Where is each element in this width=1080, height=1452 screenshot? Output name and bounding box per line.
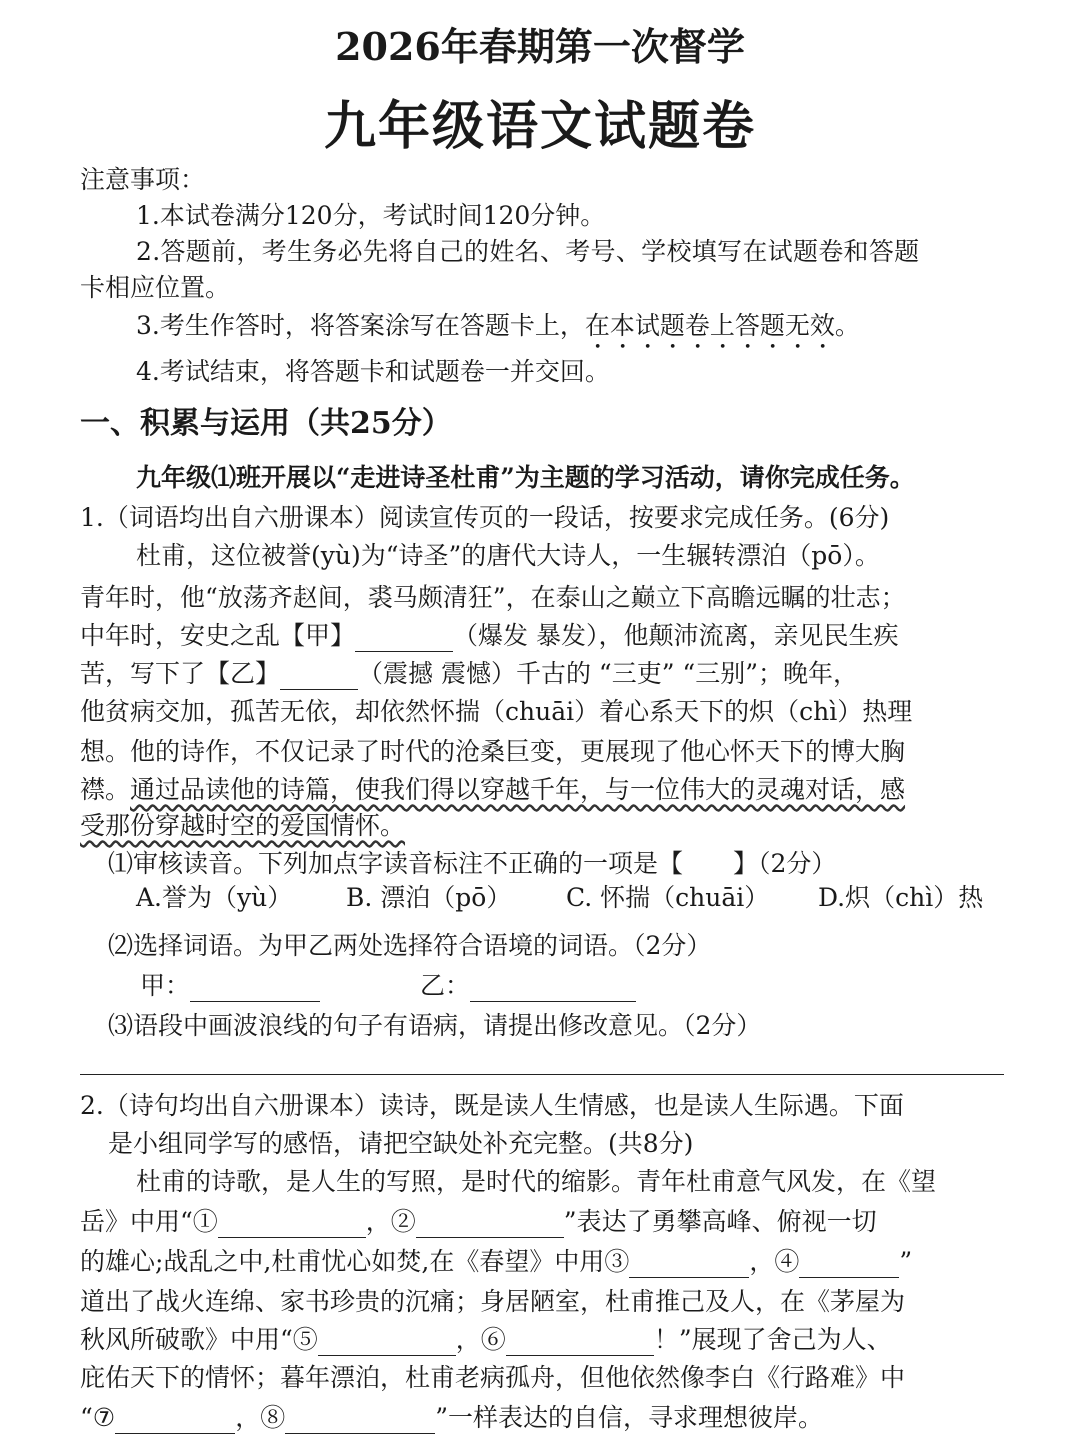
- q2-stem: 2.（诗句均出自六册课本）读诗，既是读人生情感，也是读人生际遇。下面: [80, 1091, 904, 1120]
- notice-item-4: 4.考试结束，将答题卡和试题卷一并交回。: [136, 357, 610, 386]
- answer-jia: 甲：: [140, 970, 320, 1002]
- answer-line[interactable]: [80, 1074, 1004, 1075]
- blank-4[interactable]: [799, 1251, 899, 1278]
- blank-2[interactable]: [416, 1211, 564, 1238]
- q1-stem: 1.（词语均出自六册课本）阅读宣传页的一段话，按要求完成任务。(6分): [80, 503, 890, 532]
- q2-text-line: “⑦ ，⑧ ”一样表达的自信，寻求理想彼岸。: [80, 1403, 824, 1432]
- q1-passage-line: 青年时，他“放荡齐赵间，裘马颇清狂”，在泰山之巅立下高瞻远瞩的壮志；: [80, 583, 906, 612]
- exam-subtitle: 2026年春期第一次督学: [335, 24, 745, 69]
- q1-sub1: ⑴审核读音。下列加点字读音标注不正确的一项是【 】（2分）: [108, 849, 837, 878]
- emphasized-text: 在本试题卷上答题无效: [584, 311, 835, 340]
- notice-item-1: 1.本试卷满分120分，考试时间120分钟。: [136, 201, 606, 230]
- answer-blank-yi[interactable]: [470, 975, 636, 1002]
- option-d[interactable]: D.炽（chì）热: [818, 883, 984, 912]
- q1-passage-line: 想。他的诗作，不仅记录了时代的沧桑巨变，更展现了他心怀天下的博大胸: [80, 737, 906, 766]
- option-c[interactable]: C. 怀揣（chuāi）: [566, 883, 770, 912]
- wavy-underlined-sentence-cont: 受那份穿越时空的爱国情怀。: [80, 811, 406, 840]
- q1-passage-line: 他贫病交加，孤苦无依，却依然怀揣（chuāi）着心系天下的炽（chì）热理: [80, 697, 913, 726]
- blank-7[interactable]: [115, 1407, 235, 1434]
- notice-heading: 注意事项：: [80, 165, 206, 194]
- answer-blank-jia[interactable]: [190, 975, 320, 1002]
- q1-passage-line: 中年时，安史之乱【甲】 （爆发 暴发），他颠沛流离，亲见民生疾: [80, 621, 899, 650]
- q2-text-line: 秋风所破歌》中用“⑤ ，⑥ ！”展现了舍己为人、: [80, 1325, 892, 1354]
- blank-yi[interactable]: [280, 663, 358, 690]
- blank-jia[interactable]: [355, 625, 453, 652]
- section-1-intro: 九年级⑴班开展以“走进诗圣杜甫”为主题的学习活动，请你完成任务。: [136, 463, 915, 492]
- blank-6[interactable]: [506, 1329, 654, 1356]
- blank-5[interactable]: [318, 1329, 456, 1356]
- notice-item-3: 3.考生作答时，将答案涂写在答题卡上，在本试题卷上答题无效。: [136, 311, 860, 340]
- wavy-underlined-sentence: 通过品读他的诗篇，使我们得以穿越千年，与一位伟大的灵魂对话，感: [130, 775, 906, 804]
- notice-item-2: 2.答题前，考生务必先将自己的姓名、考号、学校填写在试题卷和答题: [136, 237, 920, 266]
- q2-text-line: 庇佑天下的情怀；暮年漂泊，杜甫老病孤舟，但他依然像李白《行路难》中: [80, 1363, 906, 1392]
- blank-8[interactable]: [285, 1407, 435, 1434]
- option-b[interactable]: B. 漂泊（pō）: [346, 883, 512, 912]
- q1-sub3: ⑶语段中画波浪线的句子有语病，请提出修改意见。（2分）: [108, 1011, 762, 1040]
- exam-title: 九年级语文试题卷: [323, 96, 756, 157]
- q2-text-line: 杜甫的诗歌，是人生的写照，是时代的缩影。青年杜甫意气风发，在《望: [136, 1167, 937, 1196]
- q1-passage-line: 苦，写下了【乙】 （震撼 震憾）千古的 “三吏” “三别”；晚年，: [80, 659, 858, 688]
- q2-text-line: 道出了战火连绵、家书珍贵的沉痛；身居陋室，杜甫推己及人，在《茅屋为: [80, 1287, 906, 1316]
- q1-sub2: ⑵选择词语。为甲乙两处选择符合语境的词语。（2分）: [108, 931, 712, 960]
- q2-text-line: 岳》中用“① ，② ”表达了勇攀高峰、俯视一切: [80, 1207, 877, 1236]
- q1-passage-line: 襟。通过品读他的诗篇，使我们得以穿越千年，与一位伟大的灵魂对话，感: [80, 775, 906, 804]
- section-1-heading: 一、积累与运用（共25分）: [80, 406, 452, 441]
- q1-passage-line: 杜甫，这位被誉(yù)为“诗圣”的唐代大诗人，一生辗转漂泊（pō）。: [136, 541, 880, 570]
- q2-text-line: 的雄心;战乱之中,杜甫忧心如焚,在《春望》中用③ ，④ ”: [80, 1247, 913, 1276]
- q2-stem-cont: 是小组同学写的感悟，请把空缺处补充完整。(共8分): [108, 1129, 694, 1158]
- notice-item-2-cont: 卡相应位置。: [80, 273, 231, 302]
- option-a[interactable]: A.誉为（yù）: [136, 883, 293, 912]
- blank-3[interactable]: [629, 1251, 749, 1278]
- answer-yi: 乙：: [420, 970, 636, 1002]
- blank-1[interactable]: [218, 1211, 366, 1238]
